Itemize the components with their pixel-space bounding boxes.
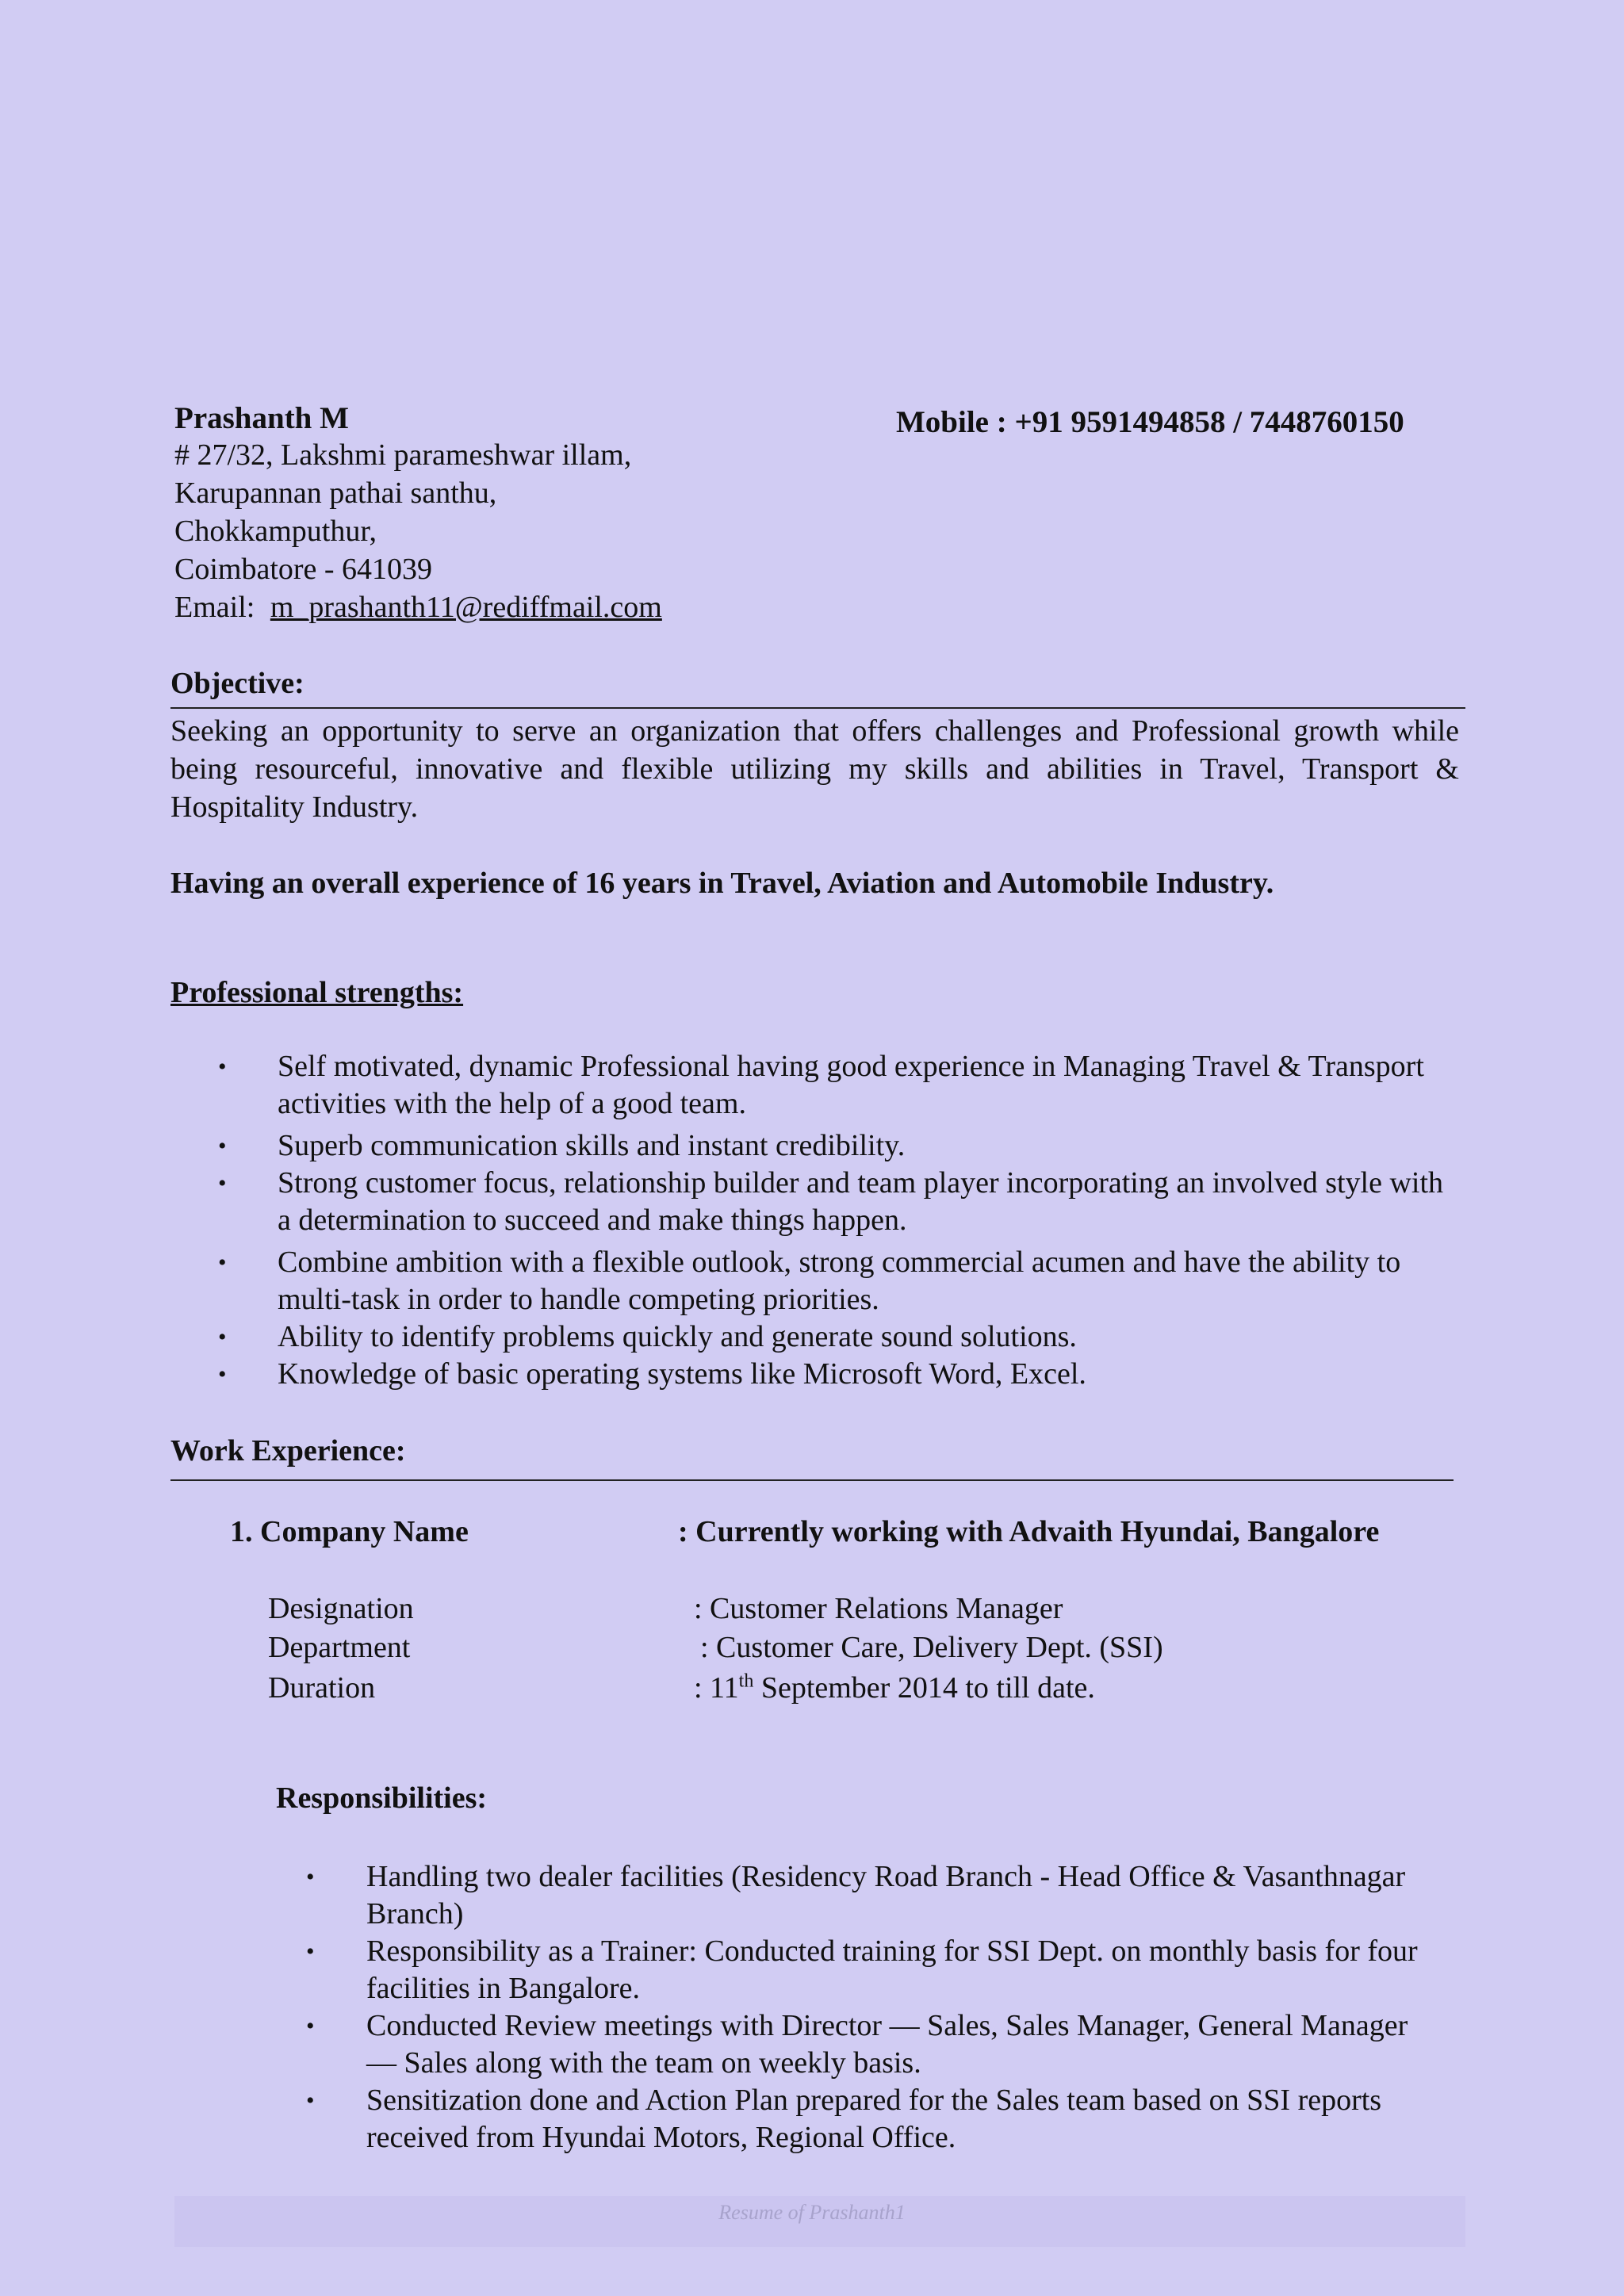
strength-text: Self motivated, dynamic Professional having good experience in Managing Travel & Transport activities with the help of a good team. <box>278 1050 1424 1120</box>
designation-label: Designation <box>268 1592 414 1625</box>
mobile-number: Mobile : +91 9591494858 / 7448760150 <box>896 405 1404 439</box>
bullet-icon: • <box>218 1054 227 1080</box>
strength-item <box>218 1127 1459 1165</box>
strength-item <box>218 1165 1459 1239</box>
designation-value: : Customer Relations Manager <box>694 1592 1063 1625</box>
experience-summary: Having an overall experience of 16 years in Travel, Aviation and Automobile Industry. <box>170 867 1274 900</box>
address-line: Chokkamputhur, <box>174 515 377 548</box>
candidate-name: Prashanth M <box>174 401 349 435</box>
address-block <box>174 436 662 626</box>
responsibilities-list <box>306 1858 1421 2156</box>
bullet-icon: • <box>218 1324 227 1350</box>
duration-suffix: September 2014 to till date. <box>753 1671 1095 1705</box>
responsibility-text: Responsibility as a Trainer: Conducted training for SSI Dept. on monthly basis for four facilities in Bangalore. <box>366 1934 1418 2005</box>
strength-text: Knowledge of basic operating systems like Microsoft Word, Excel. <box>278 1357 1086 1391</box>
responsibility-text: Sensitization done and Action Plan prepared for the Sales team based on SSI reports received from Hyundai Motors, Regional Office. <box>366 2084 1382 2154</box>
department-label: Department <box>268 1631 411 1664</box>
duration-label: Duration <box>268 1671 376 1705</box>
bullet-icon: • <box>306 2013 315 2039</box>
work-divider <box>170 1479 1454 1481</box>
footer-text: Resume of Prashanth1 <box>718 2201 906 2224</box>
email-label: Email: <box>174 591 255 624</box>
bullet-icon: • <box>306 1864 315 1890</box>
strength-text: Strong customer focus, relationship builder and team player incorporating an involved style with a determination to succeed and make things happen. <box>278 1166 1444 1237</box>
address-line: Karupannan pathai santhu, <box>174 476 497 510</box>
department-value: : Customer Care, Delivery Dept. (SSI) <box>700 1631 1163 1664</box>
responsibility-item <box>306 1858 1421 1933</box>
strength-item <box>218 1356 1459 1393</box>
responsibility-item <box>306 2007 1421 2082</box>
strength-text: Combine ambition with a flexible outlook, strong commercial acumen and have the ability to multi-task in order to handle competing priorities. <box>278 1246 1401 1316</box>
strength-item <box>218 1318 1459 1356</box>
bullet-icon: • <box>306 1938 315 1965</box>
work-experience-heading: Work Experience: <box>170 1434 406 1468</box>
duration-value <box>694 1670 1095 1705</box>
responsibility-text: Handling two dealer facilities (Residency Road Branch - Head Office & Vasanthnagar Branch) <box>366 1860 1406 1931</box>
responsibility-item <box>306 1933 1421 2007</box>
email-link[interactable]: m_prashanth11@rediffmail.com <box>270 591 662 624</box>
objective-heading: Objective: <box>170 667 304 700</box>
strength-item <box>218 1048 1459 1123</box>
company-label: 1. Company Name <box>230 1515 469 1548</box>
responsibilities-heading: Responsibilities: <box>276 1781 488 1815</box>
company-value: : Currently working with Advaith Hyundai, Bangalore <box>678 1515 1380 1548</box>
bullet-icon: • <box>218 1170 227 1196</box>
strength-text: Superb communication skills and instant credibility. <box>278 1129 906 1162</box>
bullet-icon: • <box>218 1133 227 1159</box>
responsibility-text: Conducted Review meetings with Director — Sales, Sales Manager, General Manager — Sales along with the team on weekly basis. <box>366 2009 1408 2080</box>
duration-prefix: : 11 <box>694 1671 739 1705</box>
bullet-icon: • <box>306 2087 315 2114</box>
address-line: # 27/32, Lakshmi parameshwar illam, <box>174 438 632 472</box>
responsibility-item <box>306 2082 1421 2156</box>
strength-text: Ability to identify problems quickly and generate sound solutions. <box>278 1320 1077 1353</box>
objective-divider <box>170 707 1465 709</box>
strengths-heading: Professional strengths: <box>170 976 464 1009</box>
bullet-icon: • <box>218 1249 227 1276</box>
bullet-icon: • <box>218 1361 227 1387</box>
address-line: Coimbatore - 641039 <box>174 553 433 586</box>
strength-item <box>218 1244 1459 1318</box>
duration-ordinal: th <box>738 1670 754 1692</box>
strengths-list <box>218 1048 1459 1393</box>
objective-text: Seeking an opportunity to serve an organization that offers challenges and Professional growth while being resourceful, innovative and flexible utilizing my skills and abilities in Travel, Transport & Hospitality Industry. <box>170 714 1459 824</box>
email-line <box>174 588 662 626</box>
